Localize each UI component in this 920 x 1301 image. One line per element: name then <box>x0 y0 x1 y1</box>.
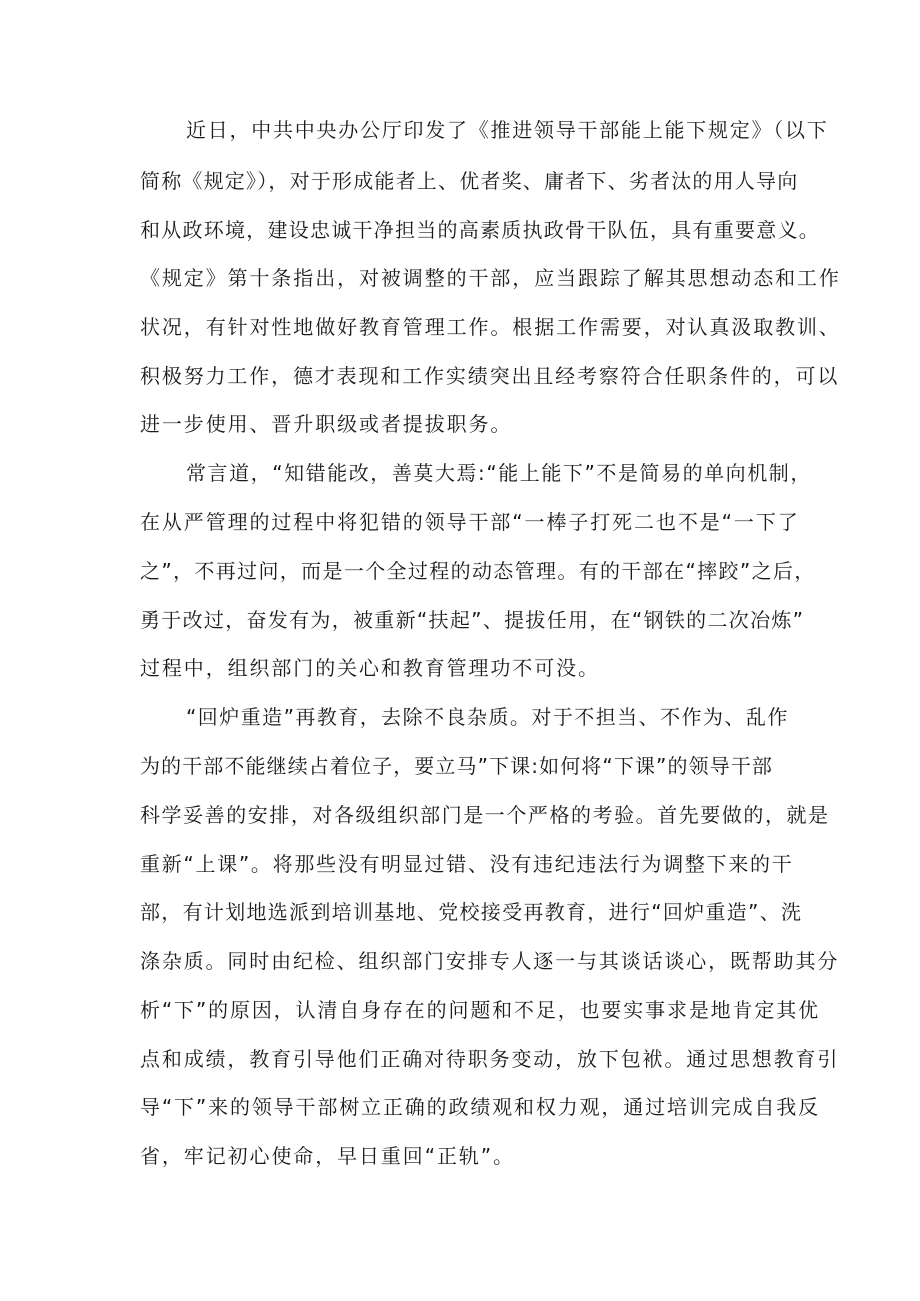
paragraph-3-line-3: 科学妥善的安排，对各级组织部门是一个严格的考验。首先要做的，就是 <box>140 803 830 827</box>
paragraph-3-line-7: 析“下”的原因，认清自身存在的问题和不足，也要实事求是地肯定其优 <box>140 998 820 1022</box>
paragraph-1-line-2: 简称《规定》），对于形成能者上、优者奖、庸者下、劣者汰的用人导向 <box>140 169 799 193</box>
paragraph-1-line-3: 和从政环境，建设忠诚干净担当的高素质执政骨干队伍，具有重要意义。 <box>140 218 820 242</box>
paragraph-3-line-6: 涤杂质。同时由纪检、组织部门安排专人逐一与其谈话谈心，既帮助其分 <box>140 949 840 973</box>
paragraph-1-line-4: 《规定》第十条指出，对被调整的干部，应当跟踪了解其思想动态和工作 <box>140 266 841 290</box>
paragraph-2-line-3: 之”，不再过问，而是一个全过程的动态管理。有的干部在“摔跤”之后， <box>140 559 816 583</box>
paragraph-3-line-10: 省，牢记初心使命，早日重回“正轨”。 <box>140 1144 515 1168</box>
paragraph-1-line-6: 积极努力工作，德才表现和工作实绩突出且经考察符合任职条件的，可以 <box>140 364 840 388</box>
paragraph-3-line-1: “回炉重造”再教育，去除不良杂质。对于不担当、不作为、乱作 <box>186 705 789 729</box>
paragraph-3-line-5: 部，有计划地选派到培训基地、党校接受再教育，进行“回炉重造”、洗 <box>140 900 803 924</box>
paragraph-2-line-2: 在从严管理的过程中将犯错的领导干部“一棒子打死二也不是“一下了 <box>140 510 800 534</box>
paragraph-1-line-7: 进一步使用、晋升职级或者提拔职务。 <box>140 412 513 436</box>
paragraph-3-line-9: 导“下”来的领导干部树立正确的政绩观和权力观，通过培训完成自我反 <box>140 1095 820 1119</box>
paragraph-3-line-8: 点和成绩，教育引导他们正确对待职务变动，放下包袱。通过思想教育引 <box>140 1047 840 1071</box>
paragraph-3-line-4: 重新“上课”。将那些没有明显过错、没有违纪违法行为调整下来的干 <box>140 852 794 876</box>
paragraph-2-line-4: 勇于改过，奋发有为，被重新“扶起”、提拔任用，在“钢铁的二次冶炼” <box>140 608 805 632</box>
paragraph-2-line-1: 常言道，“知错能改，善莫大焉:“能上能下”不是简易的单向机制， <box>186 461 812 485</box>
paragraph-2-line-5: 过程中，组织部门的关心和教育管理功不可没。 <box>140 656 600 680</box>
paragraph-3-line-2: 为的干部不能继续占着位子，要立马”下课:如何将“下课”的领导干部 <box>140 754 774 778</box>
paragraph-1-line-5: 状况，有针对性地做好教育管理工作。根据工作需要，对认真汲取教训、 <box>140 315 841 339</box>
paragraph-1-line-1: 近日，中共中央办公厅印发了《推进领导干部能上能下规定》（以下 <box>186 118 829 142</box>
